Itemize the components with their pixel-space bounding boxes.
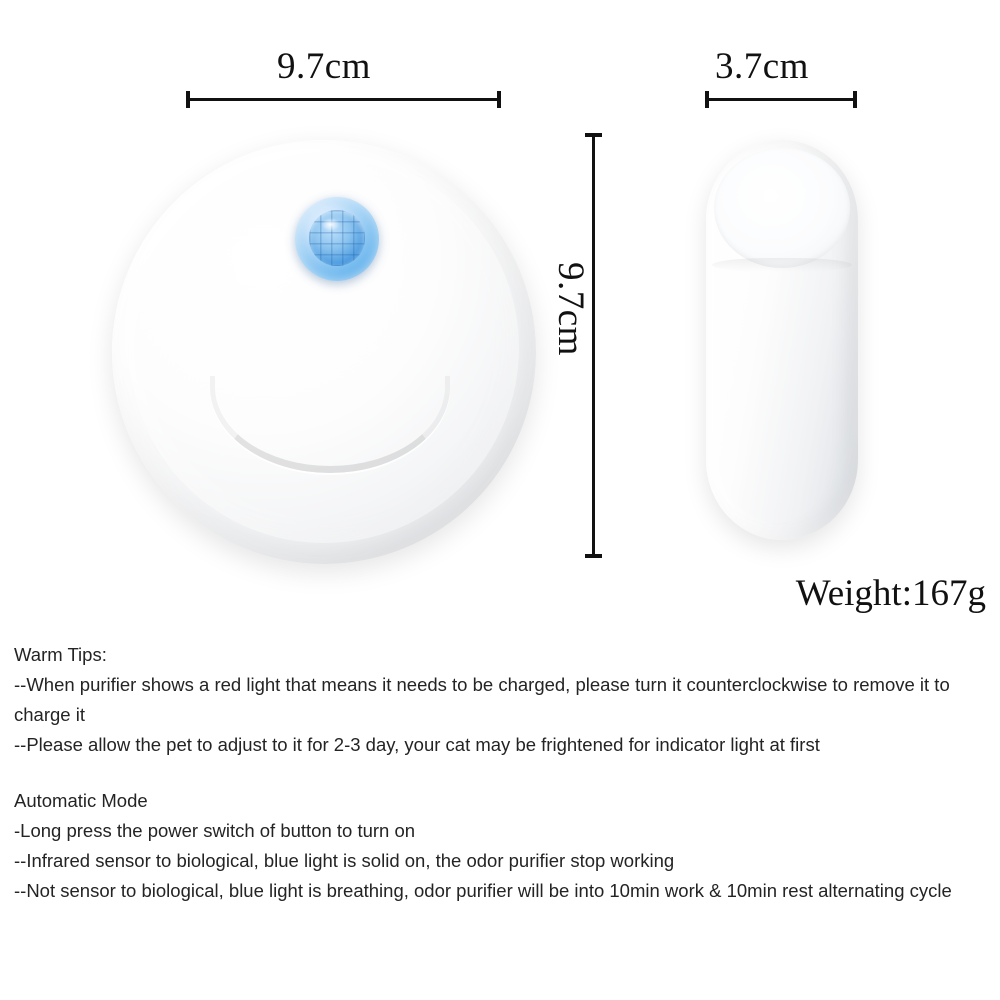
- infrared-sensor-dome: [295, 197, 379, 281]
- weight-label: Weight:167g: [795, 573, 986, 614]
- text-spacer: [14, 760, 986, 786]
- warm-tips-heading: Warm Tips:: [14, 644, 107, 665]
- depth-dimension-label: 3.7cm: [715, 46, 809, 87]
- warm-tips-line-1: --When purifier shows a red light that means it needs to be charged, please turn it counterclockwise to remove it to charge it: [14, 674, 950, 725]
- height-dimension-rule: [592, 133, 595, 558]
- width-dimension-label: 9.7cm: [277, 46, 371, 87]
- automatic-mode-heading: Automatic Mode: [14, 790, 148, 811]
- product-side-seam: [712, 258, 852, 272]
- product-side-view: [706, 140, 858, 540]
- width-dimension-rule: [186, 98, 501, 101]
- automatic-mode-line-1: -Long press the power switch of button to turn on: [14, 820, 416, 841]
- sensor-grid-pattern: [309, 210, 365, 266]
- sensor-highlight: [321, 218, 340, 231]
- sensor-lens: [309, 210, 365, 266]
- product-front-view: [112, 140, 536, 564]
- automatic-mode-line-3: --Not sensor to biological, blue light is breathing, odor purifier will be into 10min work & 10min rest alternating cycle: [14, 880, 952, 901]
- warm-tips-line-2: --Please allow the pet to adjust to it for 2-3 day, your cat may be frightened for indicator light at first: [14, 734, 820, 755]
- product-side-top-face: [714, 148, 850, 268]
- automatic-mode-line-2: --Infrared sensor to biological, blue light is solid on, the odor purifier stop working: [14, 850, 675, 871]
- depth-dimension-rule: [705, 98, 857, 101]
- smile-groove: [210, 376, 450, 473]
- instructions-text-block: [14, 640, 986, 906]
- height-dimension-label: 9.7cm: [550, 262, 591, 356]
